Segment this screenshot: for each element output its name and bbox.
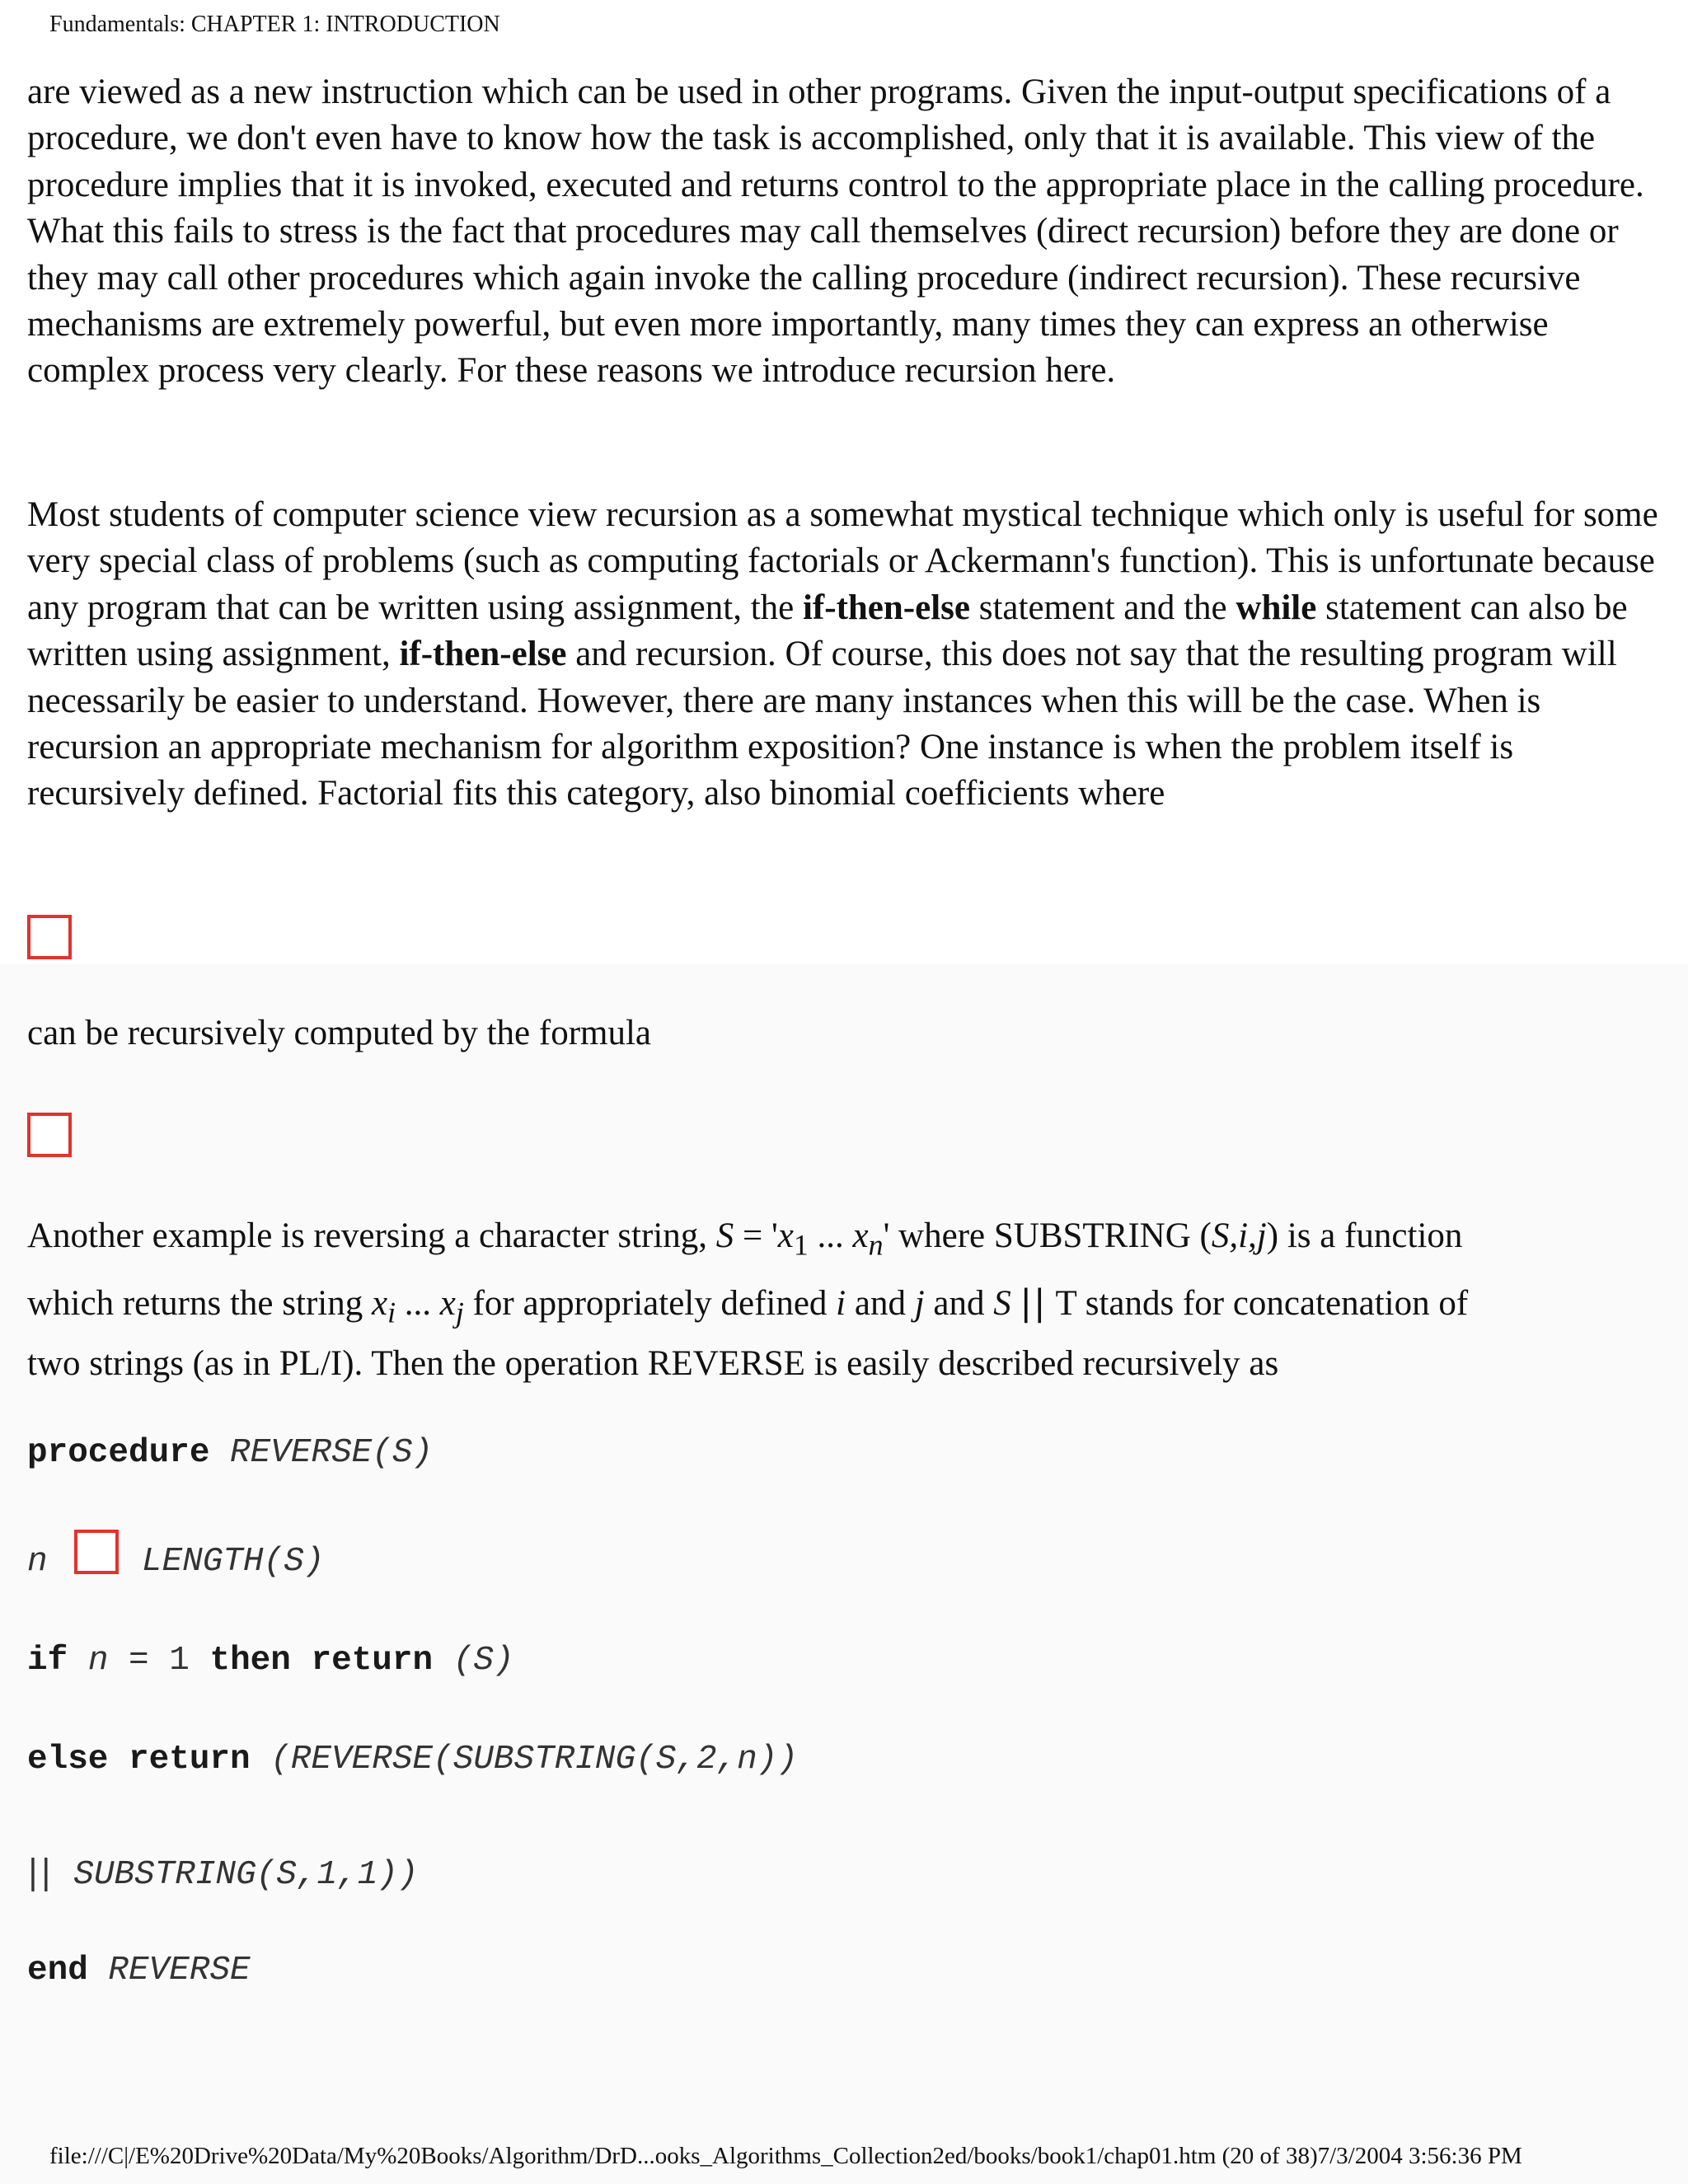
code-line-if: if n = 1 then return (S) — [27, 1642, 514, 1680]
code-line-end: end REVERSE — [27, 1952, 251, 1990]
code-line-concat: || SUBSTRING(S,1,1)) — [27, 1852, 419, 1894]
page-header: Fundamentals: CHAPTER 1: INTRODUCTION — [49, 12, 500, 37]
code-line-length: LENGTH(S) — [142, 1543, 325, 1581]
paragraph-recursion: Most students of computer science view recursion as a somewhat mystical technique which only is useful for some very special class of problems (such as computing factorials or Ackermann's function). This is unfortunate because any program that can be written using assignment, the if-then-else statement and the while statement can also be written using assignment, if-then-else and recursion. Of course, this does not say that the resulting program will necessarily be easier to understand. However, there are many instances when this will be the case. When is recursion an appropriate mechanism for algorithm exposition? One instance is when the problem itself is recursively defined. Factorial fits this category, also binomial coefficients where — [27, 495, 1658, 813]
missing-image-icon — [74, 1530, 119, 1574]
missing-image-icon — [27, 1113, 72, 1157]
page-footer-url: file:///C|/E%20Drive%20Data/My%20Books/Algorithm/DrD...ooks_Algorithms_Collection2ed/books/book1/chap01.htm (20 of 38)7/3/2004 3:56:36 PM — [49, 2143, 1522, 2169]
code-line-else: else return (REVERSE(SUBSTRING(S,2,n)) — [27, 1741, 798, 1779]
paragraph-reverse-example: Another example is reversing a character string, $S = 'x_1$ ... $x_n'$ where SUBSTRING (S,i,j) is a function which returns the string $x_i$ ... $x_j$ for appropriately defined i and j and S || T stands for concatenation of two strings (as in PL/I). Then the operation REVERSE is easily described recursively as — [27, 1216, 1469, 1384]
paragraph-formula-intro: can be recursively computed by the formula — [27, 1014, 651, 1052]
missing-image-icon — [27, 915, 72, 959]
code-line-procedure: procedure REVERSE(S) — [27, 1434, 434, 1472]
code-line-length-var: n — [27, 1543, 48, 1581]
paragraph-procedures: are viewed as a new instruction which can be used in other programs. Given the input-output specifications of a procedure, we don't even have to know how the task is accomplished, only that it is available. This view of the procedure implies that it is invoked, executed and returns control to the appropriate place in the calling procedure. What this fails to stress is the fact that procedures may call themselves (direct recursion) before they are done or they may call other procedures which again invoke the calling procedure (indirect recursion). These recursive mechanisms are extremely powerful, but even more importantly, many times they can express an otherwise complex process very clearly. For these reasons we introduce recursion here. — [27, 73, 1644, 391]
